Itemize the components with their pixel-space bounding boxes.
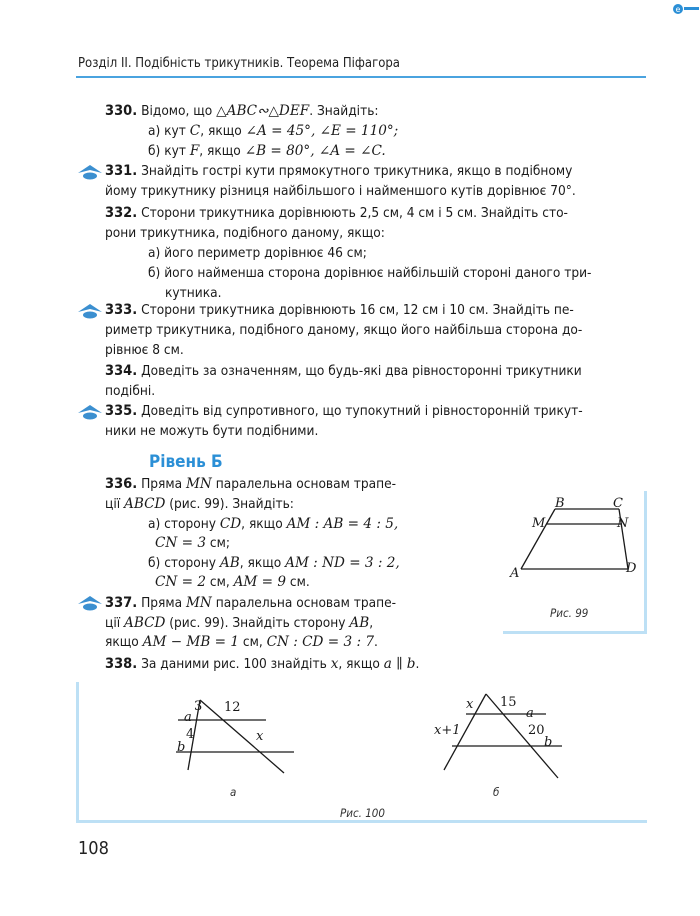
header-rule — [76, 76, 646, 78]
svg-text:x: x — [466, 697, 474, 712]
level-title: Рівень Б — [149, 452, 223, 472]
running-header: Розділ ІІ. Подібність трикутників. Теорема Піфагора — [78, 56, 400, 71]
svg-text:15: 15 — [500, 695, 517, 710]
fig99-label-d: D — [626, 561, 637, 576]
svg-text:a: a — [184, 710, 192, 725]
svg-text:3: 3 — [194, 699, 203, 714]
figure-100a-sublabel: а — [230, 785, 237, 799]
problem-331: 331. Знайдіть гострі кути прямокутного трикутника, якщо в подібному — [105, 163, 573, 179]
svg-text:a: a — [526, 706, 534, 721]
problem-332-b: б) його найменша сторона дорівнює найбільшій стороні даного три- — [148, 265, 592, 281]
problem-337-line2: ції ABCD (рис. 99). Знайдіть сторону AB, — [105, 615, 374, 631]
figure-100b — [432, 690, 582, 790]
problem-337-line3: якщо AM − MB = 1 см, CN : CD = 3 : 7. — [105, 634, 378, 650]
fig99-label-c: C — [613, 496, 623, 511]
problem-332-b-line2: кутника. — [165, 285, 222, 301]
fig99-label-m: M — [532, 516, 546, 531]
svg-text:x: x — [256, 729, 264, 744]
svg-text:e: e — [675, 5, 681, 14]
figure-99-caption: Рис. 99 — [550, 606, 589, 620]
figure-100-caption: Рис. 100 — [340, 806, 385, 820]
problem-337: 337. Пряма MN паралельна основам трапе- — [105, 595, 397, 611]
problem-336-b-line2: CN = 2 см, AM = 9 см. — [155, 574, 310, 590]
problem-332-a: а) його периметр дорівнює 46 см; — [148, 245, 367, 261]
problem-335-line2: ники не можуть бути подібними. — [105, 423, 319, 439]
fig99-label-n: N — [617, 516, 629, 531]
problem-332-line2: рони трикутника, подібного даному, якщо: — [105, 225, 385, 241]
problem-336-line2: ції ABCD (рис. 99). Знайдіть: — [105, 496, 294, 512]
problem-336-a-line2: CN = 3 см; — [155, 535, 230, 551]
problem-336-b: б) сторону AB, якщо AM : ND = 3 : 2, — [148, 555, 400, 571]
problem-336: 336. Пряма MN паралельна основам трапе- — [105, 476, 397, 492]
svg-text:b: b — [544, 735, 553, 750]
problem-331-line2: йому трикутнику різниця найбільшого і найменшого кутів дорівнює 70°. — [105, 183, 576, 199]
svg-text:12: 12 — [224, 700, 241, 715]
problem-334: 334. Доведіть за означенням, що будь-які два рівносторонні трикутники — [105, 363, 582, 379]
problem-332: 332. Сторони трикутника дорівнюють 2,5 см, 4 см і 5 см. Знайдіть сто- — [105, 205, 568, 221]
publisher-logo — [672, 2, 700, 16]
figure-100a — [170, 690, 310, 790]
svg-text:x+1: x+1 — [434, 723, 461, 738]
svg-text:4: 4 — [186, 727, 195, 742]
problem-330: 330. Відомо, що △ABC∾△DEF. Знайдіть: — [105, 103, 379, 119]
problem-330-b: б) кут F, якщо ∠B = 80°, ∠A = ∠C. — [148, 143, 386, 159]
difficulty-marker-icon — [76, 163, 104, 181]
svg-text:20: 20 — [528, 723, 545, 738]
problem-330-a: а) кут C, якщо ∠A = 45°, ∠E = 110°; — [148, 123, 399, 139]
difficulty-marker-icon — [76, 302, 104, 320]
fig99-label-b: B — [555, 496, 565, 511]
problem-333-line3: рівнює 8 см. — [105, 342, 184, 358]
svg-text:b: b — [177, 740, 186, 755]
problem-338: 338. За даними рис. 100 знайдіть x, якщо a ∥ b. — [105, 656, 420, 672]
problem-335: 335. Доведіть від супротивного, що тупокутний і рівносторонній трикут- — [105, 403, 583, 419]
fig99-label-a: A — [510, 566, 520, 581]
difficulty-marker-icon — [76, 403, 104, 421]
problem-334-line2: подібні. — [105, 383, 156, 399]
page-number: 108 — [78, 838, 109, 859]
difficulty-marker-icon — [76, 594, 104, 612]
problem-333: 333. Сторони трикутника дорівнюють 16 см, 12 см і 10 см. Знайдіть пе- — [105, 302, 574, 318]
problem-336-a: а) сторону CD, якщо AM : AB = 4 : 5, — [148, 516, 399, 532]
figure-100b-sublabel: б — [493, 785, 500, 799]
problem-333-line2: риметр трикутника, подібного даному, якщо його найбільша сторона до- — [105, 322, 583, 338]
